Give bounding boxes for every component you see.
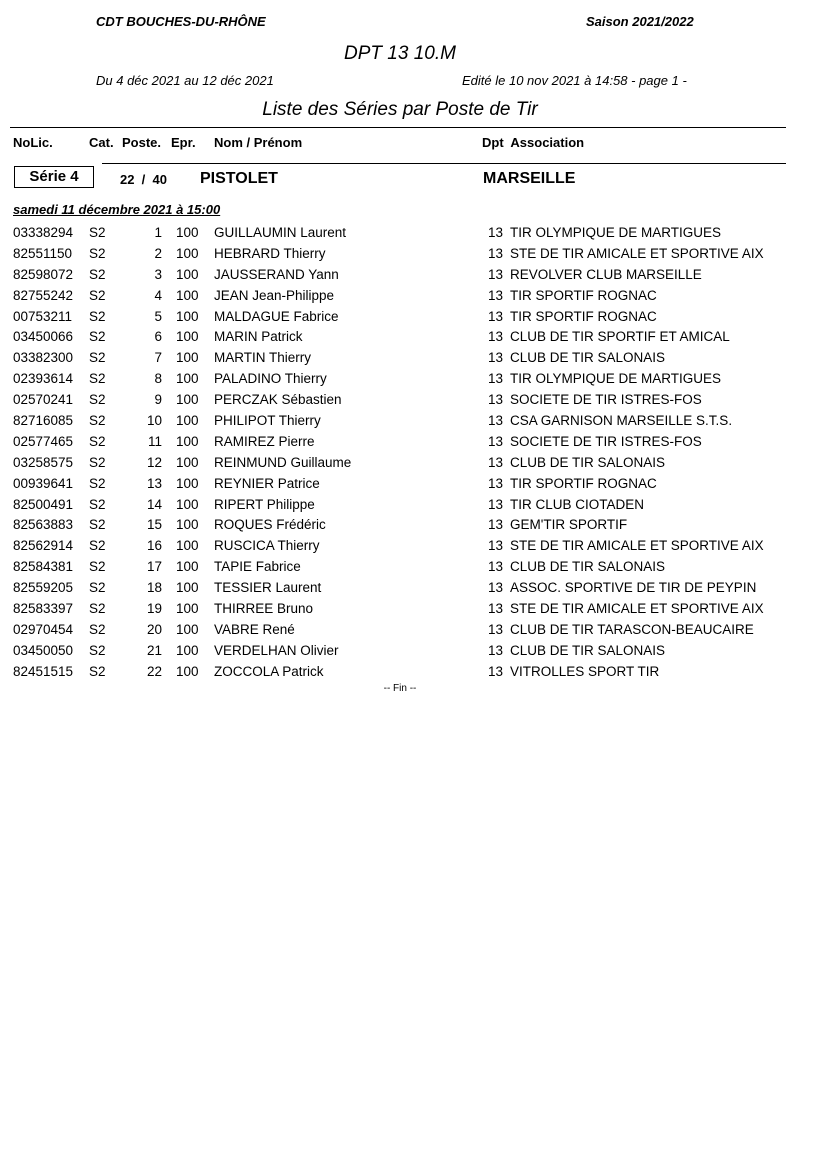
licence-number: 02570241 xyxy=(13,392,74,408)
licence-number: 03450050 xyxy=(13,642,74,658)
table-row xyxy=(0,412,826,433)
table-row xyxy=(0,224,826,245)
list-title: Liste des Séries par Poste de Tir xyxy=(262,99,538,120)
poste-number: 19 xyxy=(146,601,162,617)
licence-number: 03450066 xyxy=(13,329,74,345)
epreuve: 100 xyxy=(176,392,199,408)
poste-number: 11 xyxy=(147,433,162,449)
licence-number: 03338294 xyxy=(13,225,74,240)
licence-number: 82562914 xyxy=(13,538,74,554)
category: S2 xyxy=(89,433,106,449)
licence-number: 82551150 xyxy=(13,245,73,261)
department: 13 xyxy=(488,329,504,345)
poste-number: 8 xyxy=(154,371,162,387)
column-header-dpt-association: Dpt Association xyxy=(482,135,585,150)
poste-number: 3 xyxy=(154,266,162,282)
epreuve: 100 xyxy=(176,287,199,303)
poste-number: 22 xyxy=(146,663,162,679)
table-row xyxy=(0,663,826,684)
shooter-name: REINMUND Guillaume xyxy=(214,454,352,470)
licence-number: 02393614 xyxy=(13,371,74,387)
table-row xyxy=(0,245,826,266)
department: 13 xyxy=(488,580,504,596)
association: STE DE TIR AMICALE ET SPORTIVE AIX xyxy=(510,245,764,261)
table-row xyxy=(0,600,826,621)
epreuve: 100 xyxy=(176,371,199,387)
poste-number: 5 xyxy=(154,308,162,324)
association: TIR OLYMPIQUE DE MARTIGUES xyxy=(510,225,722,240)
epreuve: 100 xyxy=(176,266,199,282)
shooter-name: RAMIREZ Pierre xyxy=(214,433,315,449)
category: S2 xyxy=(89,308,106,324)
page-title: DPT 13 10.M xyxy=(344,43,456,64)
epreuve: 100 xyxy=(176,663,199,679)
shooter-name: ROQUES Frédéric xyxy=(214,517,326,533)
epreuve: 100 xyxy=(176,580,199,596)
poste-number: 21 xyxy=(146,642,162,658)
category: S2 xyxy=(89,245,106,261)
category: S2 xyxy=(89,538,106,554)
category: S2 xyxy=(89,266,106,282)
serie-label: Série 4 xyxy=(14,166,94,188)
serie-location: MARSEILLE xyxy=(483,170,576,187)
category: S2 xyxy=(89,329,106,345)
shooter-name: REYNIER Patrice xyxy=(214,475,320,491)
epreuve: 100 xyxy=(176,621,199,637)
category: S2 xyxy=(89,601,106,617)
licence-number: 02970454 xyxy=(13,621,74,637)
association: TIR SPORTIF ROGNAC xyxy=(510,308,657,324)
department: 13 xyxy=(488,642,504,658)
category: S2 xyxy=(89,580,106,596)
serie-count: 22 / 40 xyxy=(120,172,167,187)
department: 13 xyxy=(488,621,504,637)
department: 13 xyxy=(488,266,504,282)
table-row xyxy=(0,642,826,663)
category: S2 xyxy=(89,392,106,408)
department: 13 xyxy=(488,475,504,491)
shooter-name: MARTIN Thierry xyxy=(214,350,312,366)
licence-number: 82598072 xyxy=(13,266,74,282)
poste-number: 18 xyxy=(146,580,162,596)
licence-number: 82583397 xyxy=(13,601,74,617)
association: STE DE TIR AMICALE ET SPORTIVE AIX xyxy=(510,601,764,617)
shooter-name: RUSCICA Thierry xyxy=(214,538,320,554)
category: S2 xyxy=(89,371,106,387)
poste-number: 15 xyxy=(146,517,162,533)
column-header-poste: Poste. xyxy=(122,135,162,150)
season-label: Saison 2021/2022 xyxy=(586,14,694,29)
department: 13 xyxy=(488,559,504,575)
shooter-name: VERDELHAN Olivier xyxy=(214,642,339,658)
association: CLUB DE TIR SALONAIS xyxy=(510,559,666,575)
poste-number: 12 xyxy=(146,454,162,470)
category: S2 xyxy=(89,454,106,470)
category: S2 xyxy=(89,496,106,512)
department: 13 xyxy=(488,350,504,366)
department: 13 xyxy=(488,392,504,408)
shooter-name: RIPERT Philippe xyxy=(214,496,315,512)
epreuve: 100 xyxy=(176,559,199,575)
department: 13 xyxy=(488,287,504,303)
edited-date: Edité le 10 nov 2021 à 14:58 - page 1 - xyxy=(462,73,687,88)
licence-number: 82559205 xyxy=(13,580,74,596)
department: 13 xyxy=(488,433,504,449)
poste-number: 2 xyxy=(154,245,162,261)
association: TIR SPORTIF ROGNAC xyxy=(510,475,657,491)
column-header-epr: Epr. xyxy=(171,135,196,150)
shooter-name: GUILLAUMIN Laurent xyxy=(214,225,347,240)
category: S2 xyxy=(89,642,106,658)
department: 13 xyxy=(488,454,504,470)
association: TIR SPORTIF ROGNAC xyxy=(510,287,657,303)
end-marker: -- Fin -- xyxy=(383,683,417,694)
poste-number: 20 xyxy=(146,621,162,637)
association: GEM'TIR SPORTIF xyxy=(510,517,628,533)
column-header-nolic: NoLic. xyxy=(13,135,53,150)
poste-number: 4 xyxy=(154,287,162,303)
association: CLUB DE TIR SALONAIS xyxy=(510,642,666,658)
shooter-name: ZOCCOLA Patrick xyxy=(214,663,324,679)
shooter-name: MALDAGUE Fabrice xyxy=(214,308,339,324)
association: CLUB DE TIR SALONAIS xyxy=(510,454,666,470)
epreuve: 100 xyxy=(176,475,199,491)
table-row xyxy=(0,433,826,454)
table-row xyxy=(0,391,826,412)
licence-number: 82563883 xyxy=(13,517,74,533)
department: 13 xyxy=(488,308,504,324)
table-row xyxy=(0,621,826,642)
organization-name: CDT BOUCHES-DU-RHÔNE xyxy=(96,14,266,29)
epreuve: 100 xyxy=(176,245,199,261)
epreuve: 100 xyxy=(176,433,199,449)
table-row xyxy=(0,579,826,600)
association: REVOLVER CLUB MARSEILLE xyxy=(510,266,702,282)
department: 13 xyxy=(488,601,504,617)
association: CLUB DE TIR SALONAIS xyxy=(510,350,666,366)
series-table xyxy=(0,224,826,684)
licence-number: 82755242 xyxy=(13,287,74,303)
shooter-name: THIRREE Bruno xyxy=(214,601,314,617)
category: S2 xyxy=(89,287,106,303)
category: S2 xyxy=(89,350,106,366)
licence-number: 82716085 xyxy=(13,413,74,429)
shooter-name: PALADINO Thierry xyxy=(214,371,327,387)
table-row xyxy=(0,537,826,558)
epreuve: 100 xyxy=(176,538,199,554)
table-row xyxy=(0,454,826,475)
epreuve: 100 xyxy=(176,308,199,324)
licence-number: 00939641 xyxy=(13,475,74,491)
shooter-name: VABRE René xyxy=(214,621,295,637)
association: STE DE TIR AMICALE ET SPORTIVE AIX xyxy=(510,538,764,554)
department: 13 xyxy=(488,663,504,679)
licence-number: 03258575 xyxy=(13,454,74,470)
epreuve: 100 xyxy=(176,517,199,533)
association: TIR OLYMPIQUE DE MARTIGUES xyxy=(510,371,722,387)
column-header-nom: Nom / Prénom xyxy=(214,135,303,150)
poste-number: 13 xyxy=(146,475,162,491)
table-row xyxy=(0,266,826,287)
department: 13 xyxy=(488,517,504,533)
association: VITROLLES SPORT TIR xyxy=(510,663,660,679)
shooter-name: HEBRARD Thierry xyxy=(214,245,326,261)
department: 13 xyxy=(488,225,504,240)
department: 13 xyxy=(488,413,504,429)
shooter-name: MARIN Patrick xyxy=(214,329,303,345)
category: S2 xyxy=(89,663,106,679)
poste-number: 16 xyxy=(146,538,162,554)
association: ASSOC. SPORTIVE DE TIR DE PEYPIN xyxy=(510,580,757,596)
association: TIR CLUB CIOTADEN xyxy=(510,496,645,512)
epreuve: 100 xyxy=(176,413,199,429)
shooter-name: TAPIE Fabrice xyxy=(214,559,301,575)
licence-number: 02577465 xyxy=(13,433,74,449)
department: 13 xyxy=(488,245,504,261)
association: SOCIETE DE TIR ISTRES-FOS xyxy=(510,392,702,408)
epreuve: 100 xyxy=(176,496,199,512)
poste-number: 1 xyxy=(154,225,162,240)
association: SOCIETE DE TIR ISTRES-FOS xyxy=(510,433,702,449)
poste-number: 14 xyxy=(146,496,162,512)
table-row xyxy=(0,496,826,517)
table-row xyxy=(0,370,826,391)
serie-divider xyxy=(102,163,786,164)
table-row xyxy=(0,558,826,579)
epreuve: 100 xyxy=(176,642,199,658)
shooter-name: JAUSSERAND Yann xyxy=(214,266,339,282)
association: CLUB DE TIR SPORTIF ET AMICAL xyxy=(510,329,730,345)
epreuve: 100 xyxy=(176,601,199,617)
shooter-name: TESSIER Laurent xyxy=(214,580,322,596)
department: 13 xyxy=(488,371,504,387)
licence-number: 82500491 xyxy=(13,496,74,512)
table-row xyxy=(0,475,826,496)
licence-number: 00753211 xyxy=(13,308,73,324)
category: S2 xyxy=(89,621,106,637)
serie-discipline: PISTOLET xyxy=(200,170,278,187)
association: CLUB DE TIR TARASCON-BEAUCAIRE xyxy=(510,621,754,637)
table-row xyxy=(0,308,826,329)
table-row xyxy=(0,287,826,308)
licence-number: 82451515 xyxy=(13,663,74,679)
header-divider xyxy=(10,127,786,128)
category: S2 xyxy=(89,475,106,491)
category: S2 xyxy=(89,517,106,533)
shooter-name: PERCZAK Sébastien xyxy=(214,392,342,408)
date-range: Du 4 déc 2021 au 12 déc 2021 xyxy=(96,73,274,88)
poste-number: 9 xyxy=(154,392,162,408)
licence-number: 03382300 xyxy=(13,350,74,366)
epreuve: 100 xyxy=(176,454,199,470)
poste-number: 17 xyxy=(146,559,162,575)
poste-number: 10 xyxy=(146,413,162,429)
table-row xyxy=(0,328,826,349)
category: S2 xyxy=(89,413,106,429)
category: S2 xyxy=(89,559,106,575)
session-date: samedi 11 décembre 2021 à 15:00 xyxy=(13,202,221,217)
department: 13 xyxy=(488,538,504,554)
shooter-name: PHILIPOT Thierry xyxy=(214,413,321,429)
licence-number: 82584381 xyxy=(13,559,74,575)
department: 13 xyxy=(488,496,504,512)
shooter-name: JEAN Jean-Philippe xyxy=(214,287,335,303)
column-header-cat: Cat. xyxy=(89,135,114,150)
table-row xyxy=(0,516,826,537)
poste-number: 6 xyxy=(154,329,162,345)
epreuve: 100 xyxy=(176,350,199,366)
poste-number: 7 xyxy=(154,350,162,366)
epreuve: 100 xyxy=(176,225,199,240)
category: S2 xyxy=(89,225,106,240)
epreuve: 100 xyxy=(176,329,199,345)
association: CSA GARNISON MARSEILLE S.T.S. xyxy=(510,413,733,429)
table-row xyxy=(0,349,826,370)
